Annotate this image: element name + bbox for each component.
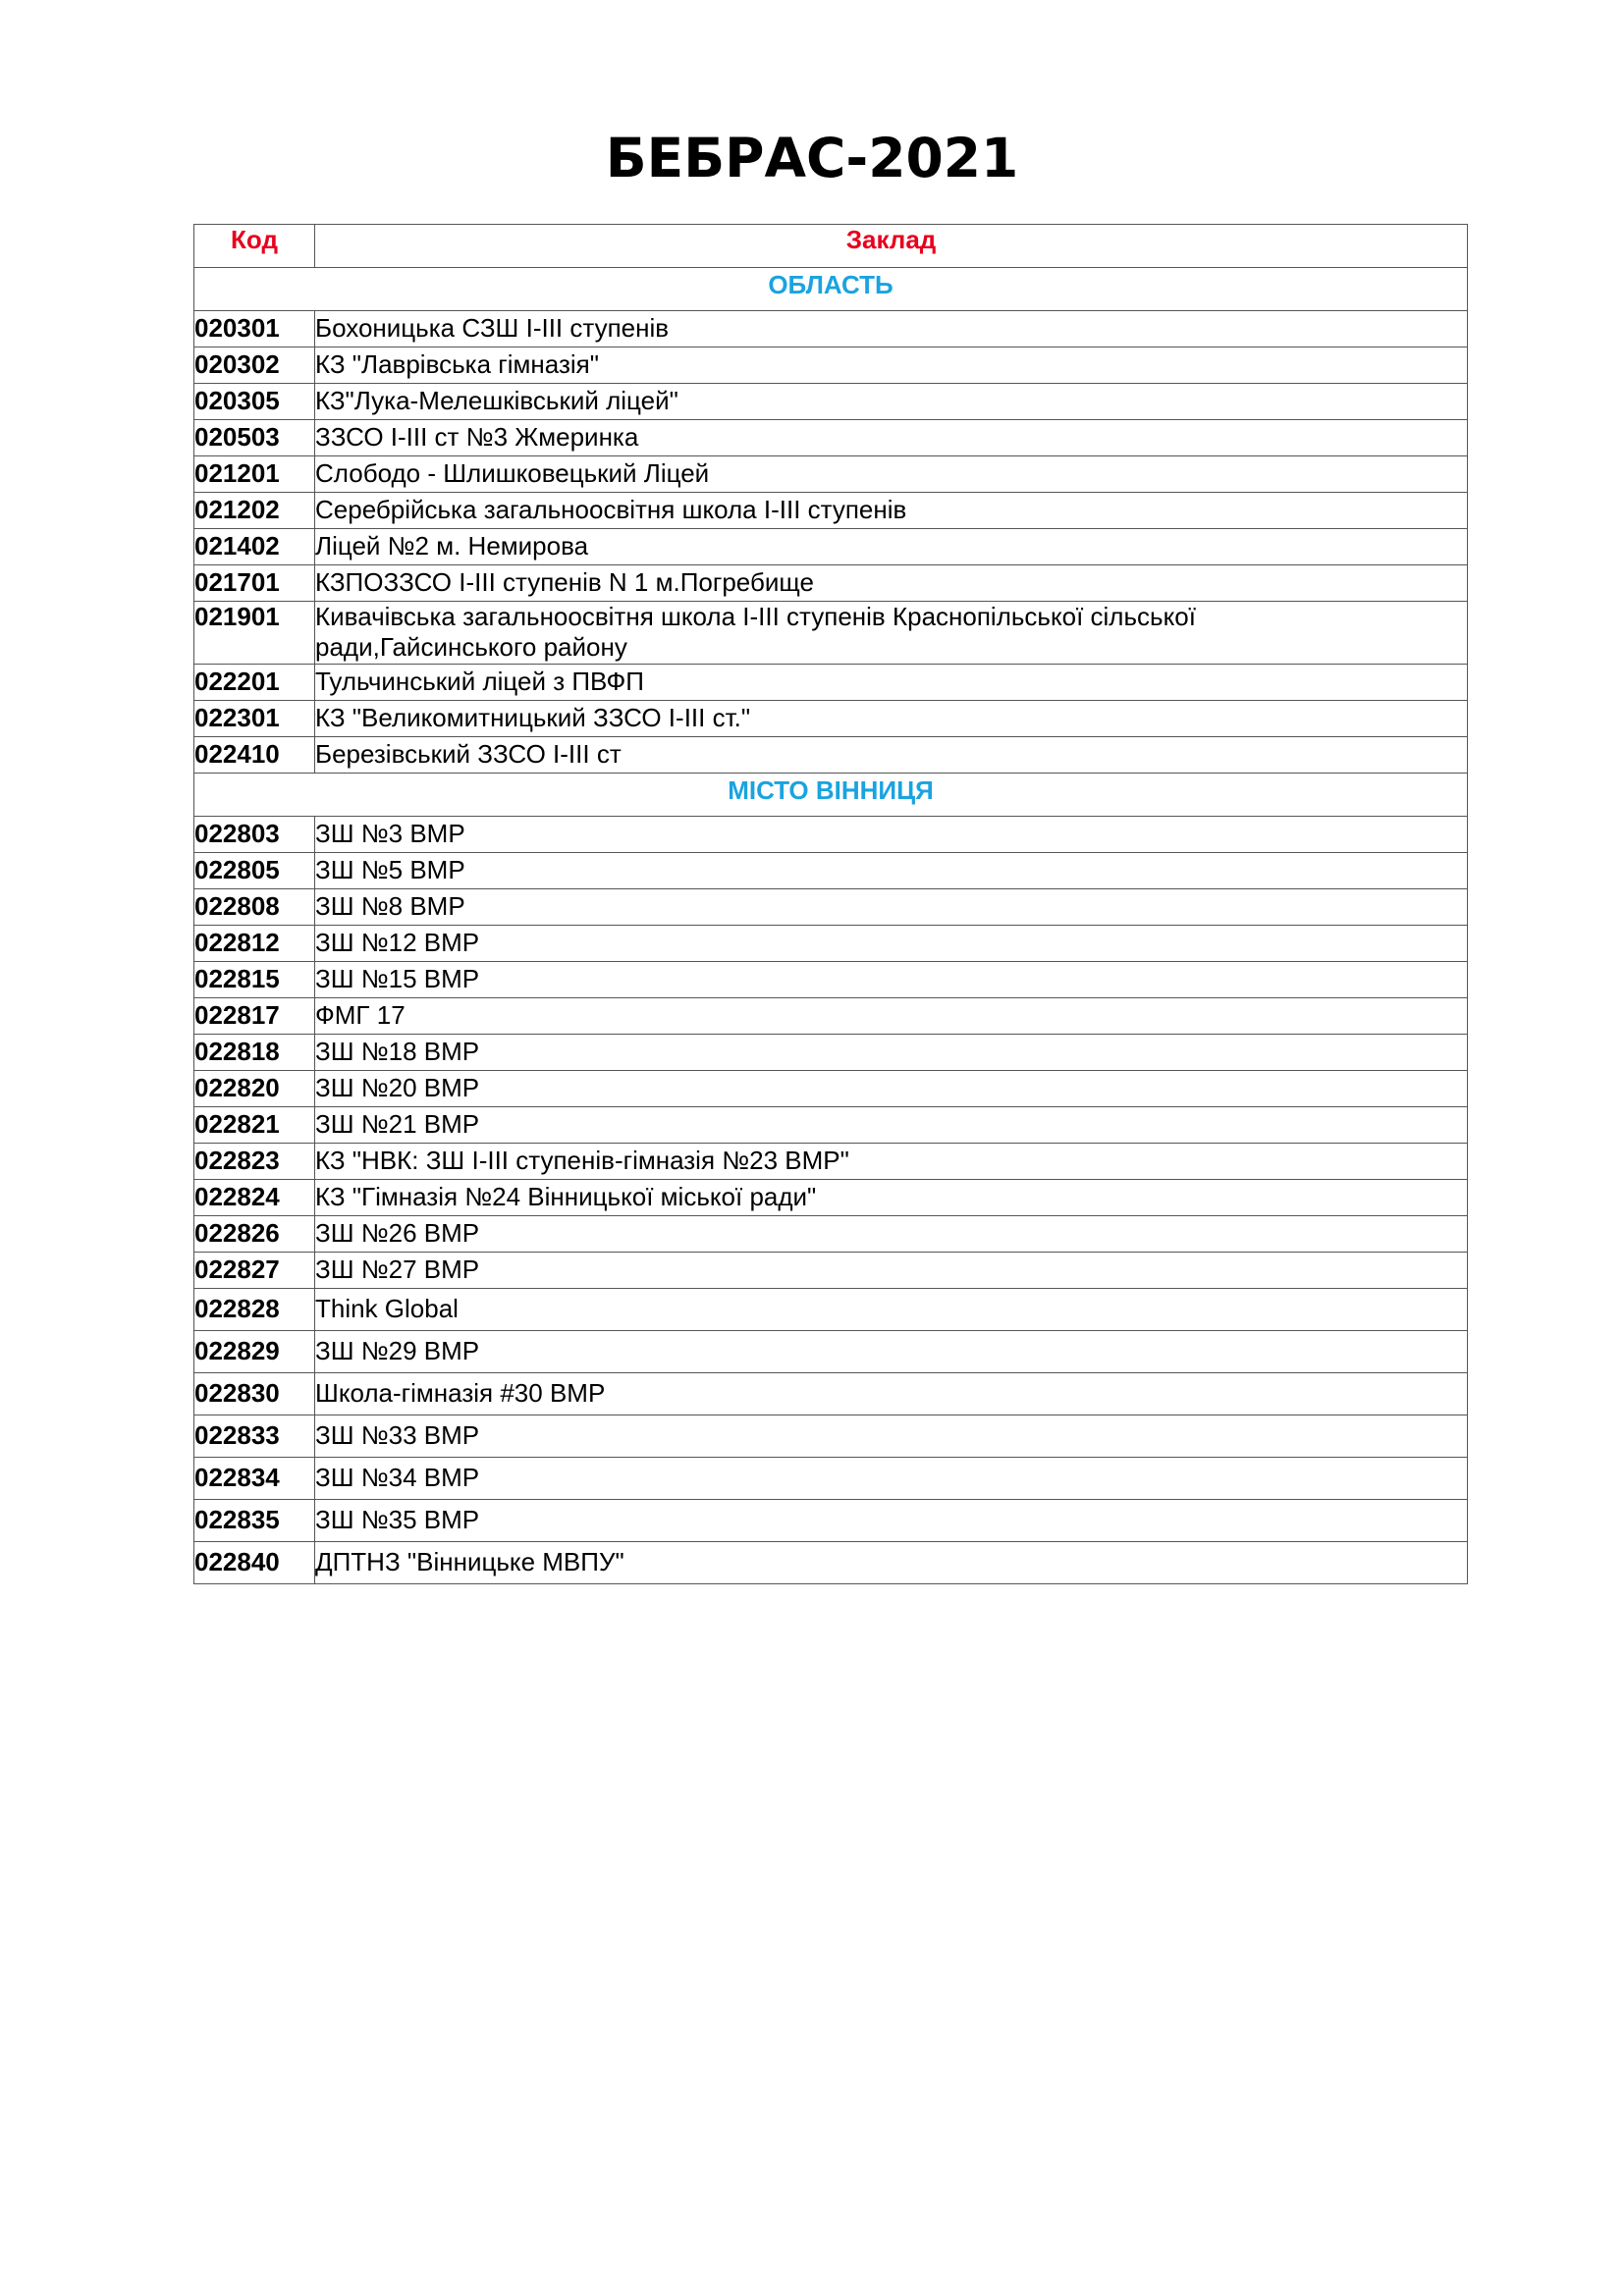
table-row	[194, 1035, 1468, 1071]
school-code: 021701	[194, 565, 315, 602]
table-row	[194, 1542, 1468, 1584]
table-row	[194, 602, 1468, 665]
school-name: Березівський ЗЗСО І-ІІІ ст	[315, 737, 1468, 774]
table-row	[194, 565, 1468, 602]
school-code: 022808	[194, 889, 315, 926]
table-row	[194, 817, 1468, 853]
school-code: 022835	[194, 1500, 315, 1542]
table-row	[194, 1289, 1468, 1331]
school-code: 022815	[194, 962, 315, 998]
school-name: Кивачівська загальноосвітня школа І-ІІІ ступенів Краснопільської сільської ради,Гайсинського району	[315, 602, 1468, 665]
section-label: ОБЛАСТЬ	[194, 268, 1468, 311]
table-row	[194, 737, 1468, 774]
school-name: Школа-гімназія #30 ВМР	[315, 1373, 1468, 1415]
school-name: ДПТНЗ "Вінницьке МВПУ"	[315, 1542, 1468, 1584]
table-row	[194, 701, 1468, 737]
school-name: ЗШ №33 ВМР	[315, 1415, 1468, 1458]
school-name: ЗШ №29 ВМР	[315, 1331, 1468, 1373]
school-name: ЗШ №12 ВМР	[315, 926, 1468, 962]
school-code: 022830	[194, 1373, 315, 1415]
school-name: ЗШ №21 ВМР	[315, 1107, 1468, 1144]
school-code: 022823	[194, 1144, 315, 1180]
school-name: ЗЗСО І-ІІІ ст №3 Жмеринка	[315, 420, 1468, 456]
table-row	[194, 665, 1468, 701]
table-row	[194, 529, 1468, 565]
table-row	[194, 1107, 1468, 1144]
school-code: 022833	[194, 1415, 315, 1458]
table-row	[194, 420, 1468, 456]
school-code: 021202	[194, 493, 315, 529]
school-code: 022805	[194, 853, 315, 889]
table-row	[194, 493, 1468, 529]
school-name: Think Global	[315, 1289, 1468, 1331]
school-code: 021901	[194, 602, 315, 665]
school-code: 022826	[194, 1216, 315, 1253]
section-label: МІСТО ВІННИЦЯ	[194, 774, 1468, 817]
table-row	[194, 889, 1468, 926]
school-code: 022818	[194, 1035, 315, 1071]
schools-table	[193, 224, 1468, 1584]
school-code: 022834	[194, 1458, 315, 1500]
page-title: БЕБРАС-2021	[605, 127, 1019, 189]
school-code: 022201	[194, 665, 315, 701]
table-row	[194, 347, 1468, 384]
table-row	[194, 998, 1468, 1035]
school-name: ЗШ №3 ВМР	[315, 817, 1468, 853]
table-row	[194, 853, 1468, 889]
school-name: КЗ "НВК: ЗШ І-ІІІ ступенів-гімназія №23 ВМР"	[315, 1144, 1468, 1180]
table-row	[194, 1144, 1468, 1180]
school-code: 021402	[194, 529, 315, 565]
section-header-row	[194, 268, 1468, 311]
school-code: 020302	[194, 347, 315, 384]
table-header-row	[194, 225, 1468, 268]
school-name: КЗ "Великомитницький ЗЗСО І-ІІІ ст."	[315, 701, 1468, 737]
school-name: КЗ "Гімназія №24 Вінницької міської ради"	[315, 1180, 1468, 1216]
school-code: 020301	[194, 311, 315, 347]
school-name: ЗШ №34 ВМР	[315, 1458, 1468, 1500]
school-name: ЗШ №20 ВМР	[315, 1071, 1468, 1107]
school-name: ЗШ №26 ВМР	[315, 1216, 1468, 1253]
school-name: КЗ "Лаврівська гімназія"	[315, 347, 1468, 384]
school-name: ЗШ №5 ВМР	[315, 853, 1468, 889]
section-header-row	[194, 774, 1468, 817]
column-header-code: Код	[194, 225, 315, 268]
table-row	[194, 456, 1468, 493]
school-name: Бохоницька СЗШ І-ІІІ ступенів	[315, 311, 1468, 347]
table-row	[194, 384, 1468, 420]
school-code: 022821	[194, 1107, 315, 1144]
school-code: 022803	[194, 817, 315, 853]
school-code: 022812	[194, 926, 315, 962]
school-name: Тульчинський ліцей з ПВФП	[315, 665, 1468, 701]
school-name: ЗШ №8 ВМР	[315, 889, 1468, 926]
school-name: Ліцей №2 м. Немирова	[315, 529, 1468, 565]
table-row	[194, 1071, 1468, 1107]
table-row	[194, 1253, 1468, 1289]
school-name: Слободо - Шлишковецький Ліцей	[315, 456, 1468, 493]
table-row	[194, 1216, 1468, 1253]
table-row	[194, 1331, 1468, 1373]
school-name: ФМГ 17	[315, 998, 1468, 1035]
school-code: 022829	[194, 1331, 315, 1373]
table-row	[194, 1458, 1468, 1500]
school-code: 020305	[194, 384, 315, 420]
column-header-name: Заклад	[315, 225, 1468, 268]
table-row	[194, 1415, 1468, 1458]
table-body	[194, 268, 1468, 1584]
school-name: КЗПОЗЗСО І-ІІІ ступенів N 1 м.Погребище	[315, 565, 1468, 602]
table-row	[194, 1373, 1468, 1415]
school-name: ЗШ №15 ВМР	[315, 962, 1468, 998]
school-code: 022410	[194, 737, 315, 774]
school-code: 022840	[194, 1542, 315, 1584]
school-code: 021201	[194, 456, 315, 493]
table-row	[194, 1180, 1468, 1216]
school-code: 022301	[194, 701, 315, 737]
school-code: 020503	[194, 420, 315, 456]
school-code: 022827	[194, 1253, 315, 1289]
table-row	[194, 311, 1468, 347]
school-code: 022820	[194, 1071, 315, 1107]
table-row	[194, 1500, 1468, 1542]
school-name: КЗ"Лука-Мелешківський ліцей"	[315, 384, 1468, 420]
school-code: 022817	[194, 998, 315, 1035]
school-code: 022828	[194, 1289, 315, 1331]
school-name: Серебрійська загальноосвітня школа І-ІІІ ступенів	[315, 493, 1468, 529]
school-name: ЗШ №35 ВМР	[315, 1500, 1468, 1542]
table-row	[194, 962, 1468, 998]
school-name: ЗШ №18 ВМР	[315, 1035, 1468, 1071]
school-code: 022824	[194, 1180, 315, 1216]
table-row	[194, 926, 1468, 962]
school-name: ЗШ №27 ВМР	[315, 1253, 1468, 1289]
